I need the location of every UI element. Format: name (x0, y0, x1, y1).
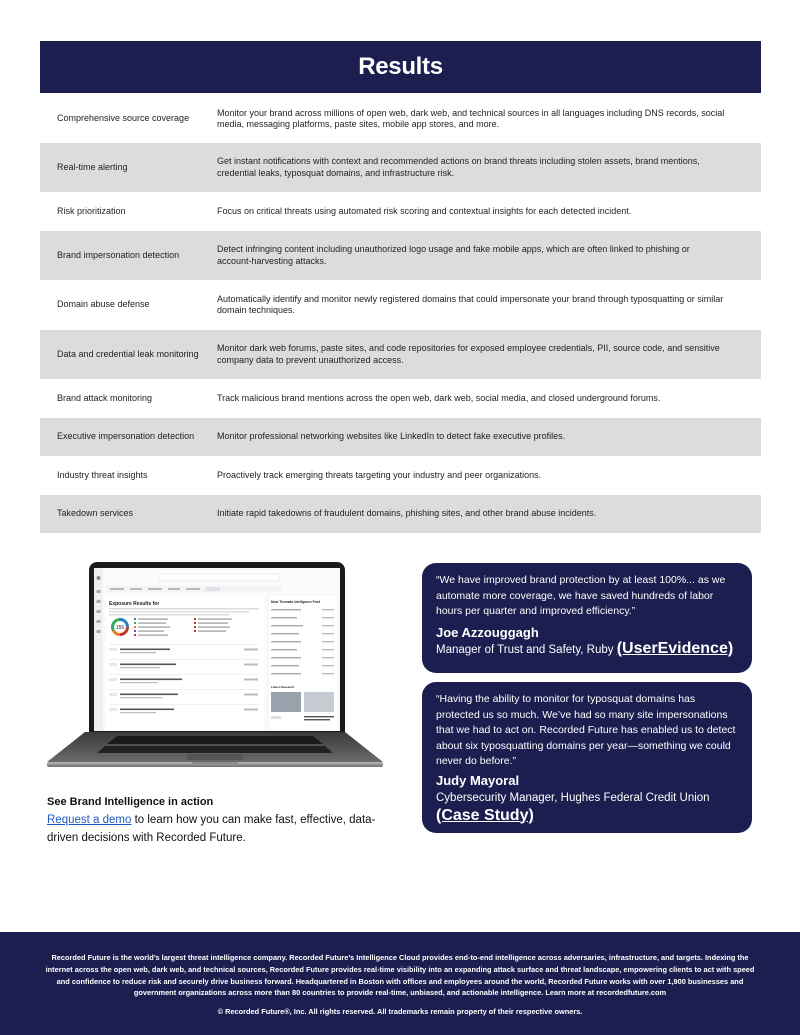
description-cell: Monitor dark web forums, paste sites, and code repositories for exposed employee credentials, PII, source code, and sensitive company data to prevent unauthorized access. (217, 343, 720, 365)
testimonial-source-link[interactable]: (UserEvidence) (616, 639, 734, 657)
side-panel-title: Most Thematic Intelligence Feed (271, 600, 321, 604)
testimonial-role: Cybersecurity Manager, Hughes Federal Credit Union (436, 791, 710, 804)
capability-cell: Real-time alerting (57, 161, 128, 172)
description-cell: Get instant notifications with context and recommended actions on brand threats including stolen assets, brand mentions, credential leaks, typosquat domains, and infrastructure risk. (217, 156, 700, 178)
capability-cell: Domain abuse defense (57, 299, 150, 310)
testimonial-source-link[interactable]: (Case Study) (436, 806, 534, 824)
table-row (40, 143, 761, 192)
laptop-product-image (47, 562, 383, 777)
capability-cell: Risk prioritization (57, 205, 126, 216)
testimonial-name: Judy Mayoral (436, 772, 520, 788)
capability-cell: Data and credential leak monitoring (57, 348, 199, 359)
capability-cell: Comprehensive source coverage (57, 113, 190, 124)
cta-title: See Brand Intelligence in action (47, 796, 214, 808)
results-header (40, 41, 761, 93)
capability-cell: Executive impersonation detection (57, 431, 195, 442)
table-row (40, 418, 761, 456)
testimonial-quote: “Having the ability to monitor for typosquat domains has protected us so much. We’ve had so many site impersonations that we had to act on. Recorded Future has enabled us to detect about six typosquatting domains per year—something we could never do before.” (436, 693, 736, 767)
description-cell: Track malicious brand mentions across the open web, dark web, social media, and closed underground forums. (217, 392, 661, 403)
donut-value: 155 (115, 625, 125, 631)
description-cell: Initiate rapid takedowns of fraudulent domains, phishing sites, and other brand abuse incidents. (217, 508, 597, 519)
results-title: Results (358, 53, 443, 80)
testimonial-role: Manager of Trust and Safety, Ruby (436, 643, 617, 656)
footer-copyright: © Recorded Future®, Inc. All rights reserved. All trademarks remain property of their respective owners. (217, 1007, 583, 1017)
table-row (40, 456, 761, 495)
results-table (40, 95, 761, 533)
panel-title: Exposure Results for (109, 601, 160, 607)
testimonial-quote: “We have improved brand protection by at least 100%... as we automate more coverage, we have saved hundreds of labor hours per quarter and improved efficiency.” (436, 574, 726, 617)
latest-research-label: Latest Research (271, 685, 295, 689)
table-row (40, 280, 761, 330)
request-demo-link[interactable]: Request a demo (47, 814, 132, 826)
testimonial-name: Joe Azzouggagh (436, 624, 539, 640)
cta-block (47, 793, 397, 847)
laptop-screen-frame (89, 562, 345, 732)
description-cell: Monitor professional networking websites like LinkedIn to detect fake executive profiles. (217, 431, 566, 442)
capability-cell: Brand attack monitoring (57, 392, 153, 403)
table-row (40, 95, 761, 143)
description-cell: Automatically identify and monitor newly registered domains that could impersonate your brand through typosquatting or similar domain techniques. (217, 293, 724, 315)
cta-body: to learn how you can make fast, effective, data-driven decisions with Recorded Future. (47, 814, 376, 844)
dashboard-illustration (94, 568, 340, 731)
capability-cell: Takedown services (57, 508, 134, 519)
laptop-keyboard-base (47, 732, 383, 768)
footer-company-description: Recorded Future is the world’s largest threat intelligence company. Recorded Future’s Intelligence Cloud provides end-to-end intelligence across adversaries, infrastructure, and targets. Indexing the internet across the open web, dark web, and technical sources, Recorded Future provides real-time visibility into an expanding attack surface and threat landscape, empowering clients to act with speed and confidence to reduce risk and securely drive business forward. Headquartered in Boston with offices and employees around the world, Recorded Future works with over 1,900 businesses and government organizations across more than 80 countries to provide real-time, unbiased, and actionable intelligence. Learn more at recordedfuture.com (45, 953, 755, 998)
description-cell: Focus on critical threats using automated risk scoring and contextual insights for each detected incident. (217, 205, 632, 216)
description-cell: Proactively track emerging threats targeting your industry and peer organizations. (217, 469, 542, 480)
table-row (40, 330, 761, 379)
testimonial-card (422, 563, 752, 673)
description-cell: Detect infringing content including unauthorized logo usage and fake mobile apps, which are often linked to phishing or account-harvesting attacks. (217, 244, 690, 266)
testimonial-card (422, 682, 752, 833)
table-row (40, 495, 761, 533)
description-cell: Monitor your brand across millions of open web, dark web, and technical sources in all languages including DNS records, social media, messaging platforms, paste sites, mobile app stores, and more. (217, 107, 725, 129)
table-row (40, 231, 761, 280)
footer (0, 932, 800, 1035)
capability-cell: Brand impersonation detection (57, 249, 180, 260)
laptop-screen (94, 568, 340, 731)
table-row (40, 192, 761, 231)
capability-cell: Industry threat insights (57, 469, 148, 480)
table-row (40, 379, 761, 418)
